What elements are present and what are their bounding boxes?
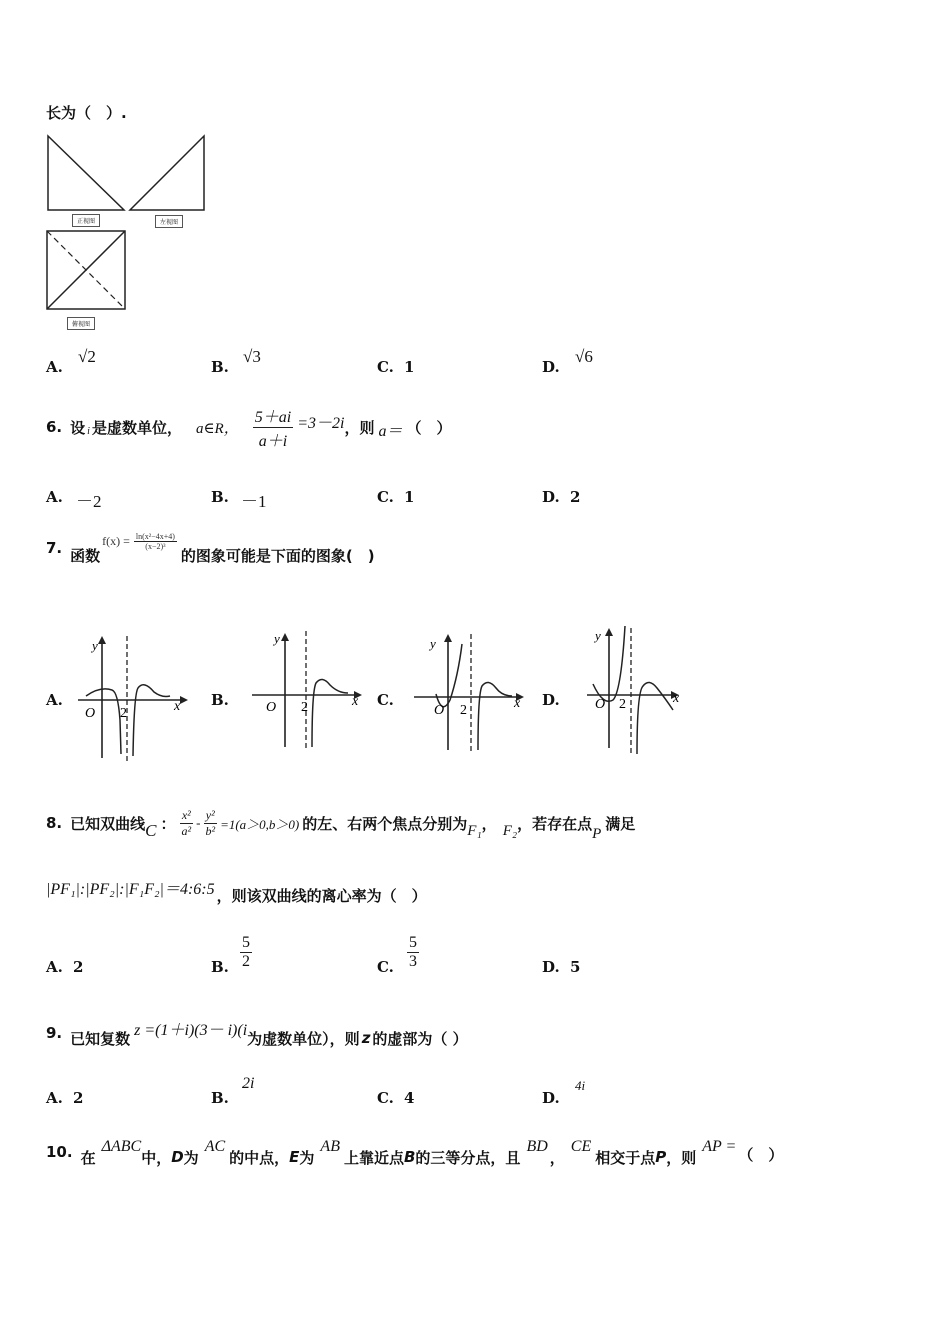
svg-text:O: O — [595, 697, 606, 712]
q6-fraction: $\frac{5+ai}{a+i}$ — [253, 404, 293, 451]
svg-text:O: O — [85, 706, 96, 721]
q6-option-a-value: －2 — [76, 492, 102, 511]
q7-option-c-letter: C. — [377, 691, 394, 709]
q5-option-c-value: 1 — [404, 358, 415, 376]
q7-number: 7. — [46, 539, 63, 557]
q5-option-a-value: √2 — [78, 347, 96, 366]
q5-stem-tail: 长为（ ）. — [46, 104, 127, 122]
svg-text:y: y — [274, 631, 280, 646]
q9-option-b-value: 2i — [242, 1075, 255, 1092]
q9-option-c-value: 4 — [404, 1089, 415, 1107]
q7-graph-c — [412, 628, 532, 758]
q8-ratio: |PF₁|:|PF₂|:|F₁F₂|＝4:6:5 — [46, 880, 215, 898]
q8-stem-line2: |PF₁|:|PF₂|:|F₁F₂|＝4:6:5 ，则该双曲线的离心率为（ ） — [46, 876, 427, 906]
q9-option-d-letter: D. — [542, 1089, 560, 1107]
q9-number: 9. — [46, 1024, 63, 1042]
q8-option-d-value: 5 — [570, 958, 581, 976]
q7-option-d-letter: D. — [542, 691, 560, 709]
svg-text:y: y — [92, 638, 98, 653]
q8-option-c-fraction: $\frac{5}{3}$ — [409, 934, 417, 970]
q7-stem: 7. 函数 f(x) = $\frac{\text{ln(x²−4x+4)}}{\text{(x−2)³}}$ 的图象可能是下面的图象( ) — [46, 531, 375, 565]
svg-text:y: y — [430, 636, 436, 651]
svg-text:2: 2 — [120, 706, 127, 721]
front-view-label: 正视图 — [72, 214, 100, 227]
q7-fraction: $\frac{\text{ln(x²−4x+4)}}{\text{(x−2)³}}$ — [135, 531, 175, 551]
svg-text:O: O — [434, 703, 445, 718]
q6-option-b-letter: B. — [211, 488, 229, 506]
q6-number: 6. — [46, 418, 63, 436]
q6-stem: 6. 设 i 是虚数单位， a∈R， $\frac{5+ai}{a+i}$ =3－2i ，则 a＝ （ ） — [46, 402, 451, 452]
svg-text:x: x — [352, 694, 359, 709]
q6-option-c-value: 1 — [404, 488, 415, 506]
q7-graph-d — [585, 622, 695, 762]
q7-graph-b — [248, 625, 368, 755]
q8-option-b-fraction: $\frac{5}{2}$ — [242, 934, 250, 970]
q9-option-b-letter: B. — [211, 1089, 229, 1107]
q10-number: 10. — [46, 1143, 73, 1161]
q6-option-d-letter: D. — [542, 488, 560, 506]
svg-text:2: 2 — [619, 697, 626, 712]
q5-option-d-letter: D. — [542, 358, 560, 376]
q9-option-c-letter: C. — [377, 1089, 394, 1107]
svg-text:x: x — [514, 696, 521, 711]
q5-option-a-letter: A. — [46, 358, 63, 376]
q7-option-b-letter: B. — [211, 691, 229, 709]
q8-option-c-letter: C. — [377, 958, 394, 976]
q7-graph-a — [70, 630, 190, 765]
q8-number: 8. — [46, 814, 63, 832]
q5-option-c-letter: C. — [377, 358, 394, 376]
side-view-label: 左视图 — [155, 215, 183, 228]
svg-text:O: O — [266, 700, 277, 715]
svg-text:2: 2 — [301, 700, 308, 715]
q6-option-b-value: －1 — [241, 492, 267, 511]
q7-option-a-letter: A. — [46, 691, 63, 709]
q6-option-d-value: 2 — [570, 488, 581, 506]
q9-option-d-value: 4i — [575, 1078, 586, 1093]
svg-text:y: y — [595, 628, 601, 643]
q6-option-c-letter: C. — [377, 488, 394, 506]
q8-option-d-letter: D. — [542, 958, 560, 976]
svg-text:2: 2 — [460, 703, 467, 718]
q5-option-d-value: √6 — [575, 347, 593, 366]
q9-option-a-letter: A. — [46, 1089, 63, 1107]
svg-text:x: x — [673, 691, 680, 706]
q5-three-views — [44, 130, 214, 335]
q8-stem-line1: 8. 已知双曲线 C ： $\frac{\text{x²}}{\text{a²}}$ - $\frac{\text{y²}}{\text{b²}}$ =1(a＞0,b＞0) 的左、右两个焦点分别为 F₁ ， F₂ ，若存在点 P 满足 — [46, 807, 636, 842]
top-view-label: 俯视图 — [67, 317, 95, 330]
side-view-triangle — [130, 136, 204, 210]
front-view-triangle — [48, 136, 124, 210]
q9-option-a-value: 2 — [73, 1089, 84, 1107]
q8-option-a-value: 2 — [73, 958, 84, 976]
q5-option-b-letter: B. — [211, 358, 229, 376]
q8-option-a-letter: A. — [46, 958, 63, 976]
q8-option-b-letter: B. — [211, 958, 229, 976]
q5-option-b-value: √3 — [243, 347, 261, 366]
svg-text:x: x — [174, 699, 181, 714]
q9-stem: 9. 已知复数 z =(1＋i)(3－ i)(i 为虚数单位），则 z 的虚部为（ ） — [46, 1021, 468, 1048]
q6-option-a-letter: A. — [46, 488, 63, 506]
q10-stem: 10. 在 ΔABC 中， D 为 AC 的中点， E 为 AB 上靠近点 B 的三等分点，且 BD ， CE 相交于点 P ，则 AP = （ ） — [46, 1138, 784, 1167]
